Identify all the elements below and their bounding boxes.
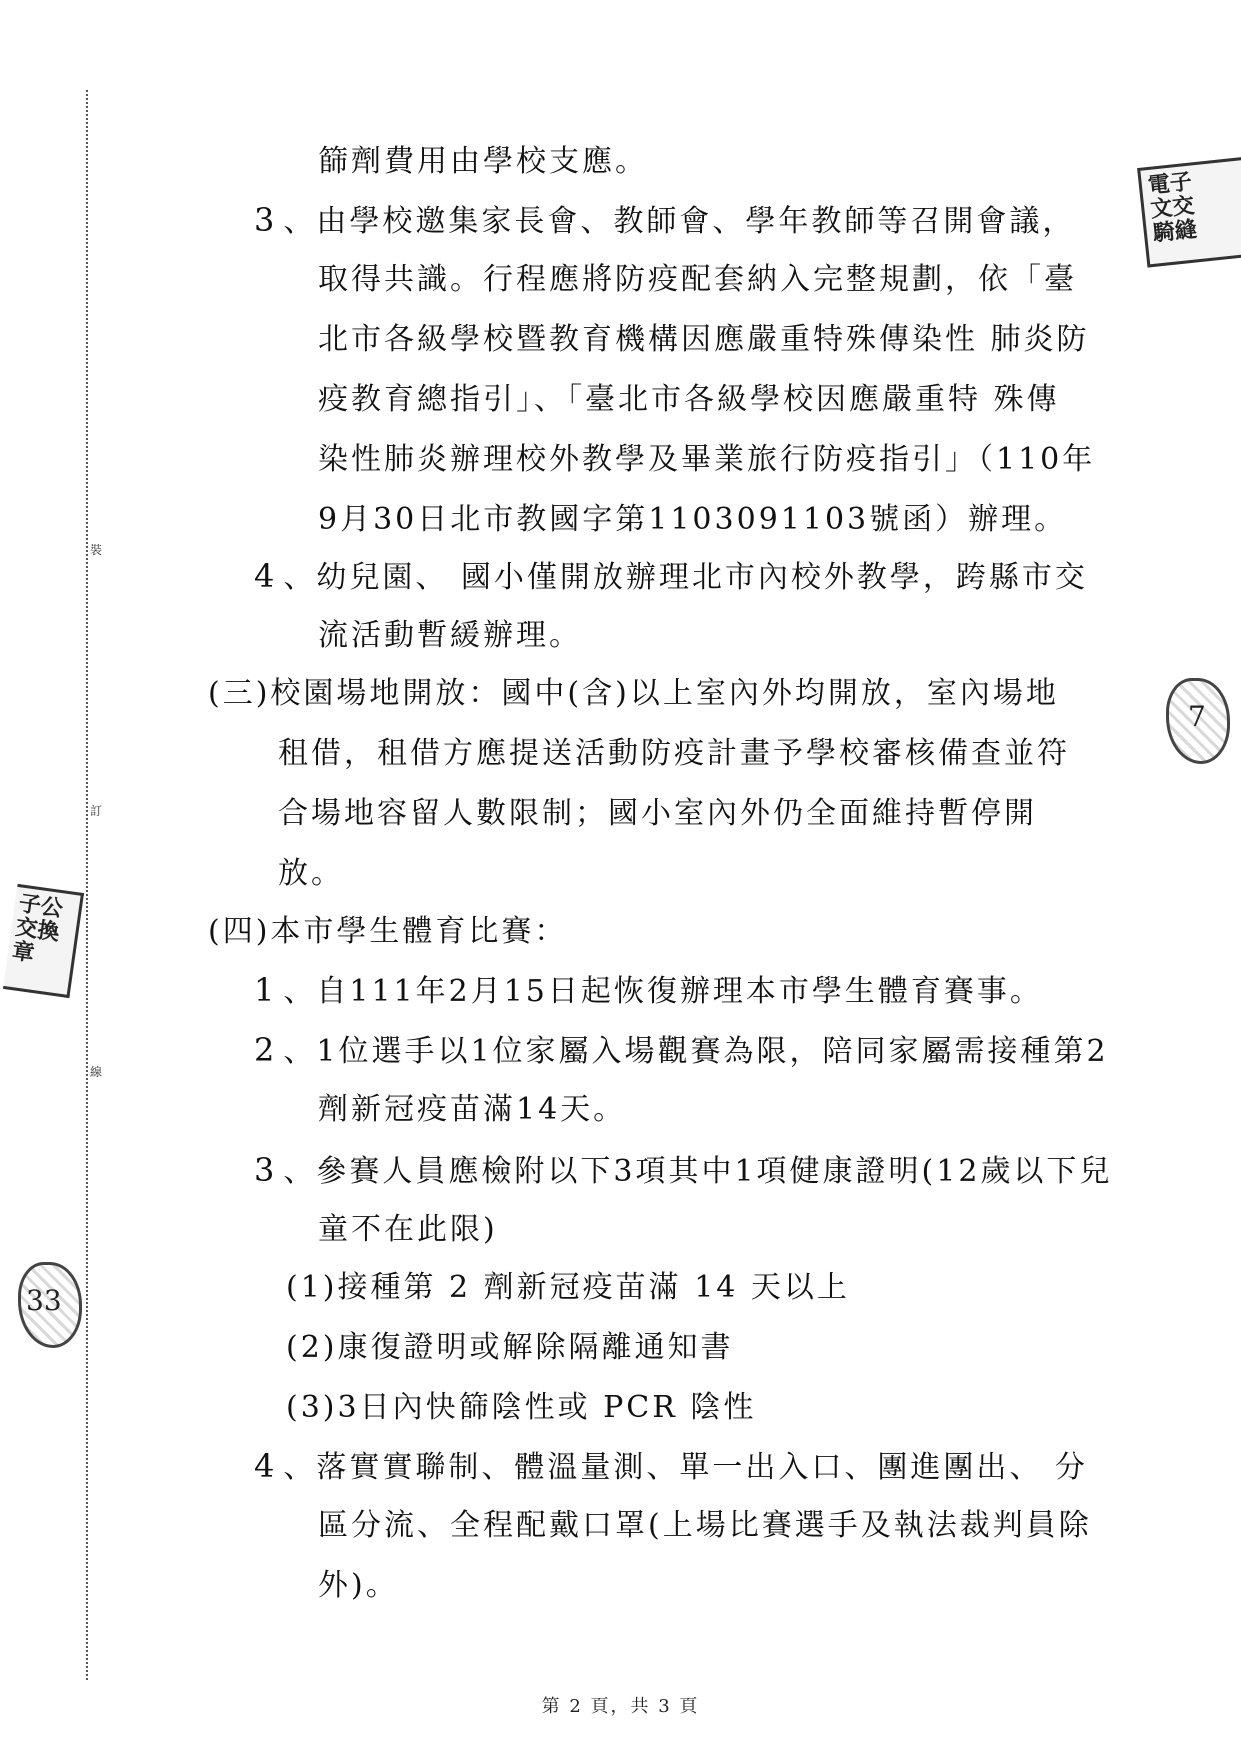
line-text: 放。 xyxy=(278,856,344,891)
line-text: 、參賽人員應檢附以下3項其中1項健康證明(12歲以下兒 xyxy=(283,1154,1113,1189)
text-line xyxy=(278,794,1037,834)
line-text: (四)本市學生體育比賽： xyxy=(208,914,568,949)
line-text: (1)接種第 2 劑新冠疫苗滿 14 天以上 xyxy=(286,1270,850,1305)
list-item xyxy=(254,200,1075,242)
line-text: 租借，租借方應提送活動防疫計畫予學校審核備查並符 xyxy=(278,736,1070,771)
line-text: 區分流、全程配戴口罩(上場比賽選手及執法裁判員除 xyxy=(318,1508,1092,1543)
line-text: (3)3日內快篩陰性或 PCR 陰性 xyxy=(286,1390,757,1425)
text-line xyxy=(318,440,1095,480)
text-line xyxy=(318,1506,1092,1546)
item-number: 4 xyxy=(254,1447,278,1485)
sub-item xyxy=(286,1268,850,1308)
text-line xyxy=(318,1090,626,1130)
line-text: 染性肺炎辦理校外教學及畢業旅行防疫指引」（110年 xyxy=(318,442,1096,477)
line-text: 、由學校邀集家長會、教師會、學年教師等召開會議， xyxy=(283,204,1076,239)
line-text: 取得共識。行程應將防疫配套納入完整規劃，依「臺 xyxy=(318,262,1077,297)
exchange-stamp-top-right xyxy=(1137,156,1241,267)
text-line xyxy=(318,1566,399,1606)
binding-line xyxy=(86,90,88,1680)
text-line xyxy=(318,260,1077,300)
line-text: 合場地容留人數限制；國小室內外仍全面維持暫停開 xyxy=(278,796,1037,831)
item-number: 4 xyxy=(254,557,278,595)
text-line xyxy=(278,854,344,894)
line-text: (三)校園場地開放：國中(含)以上室內外均開放，室內場地 xyxy=(208,676,1059,711)
line-text: 劑新冠疫苗滿14天。 xyxy=(318,1092,627,1127)
line-text: 、自111年2月15日起恢復辦理本市學生體育賽事。 xyxy=(283,974,1043,1009)
line-text: 童不在此限) xyxy=(318,1212,498,1247)
text-line xyxy=(318,616,582,656)
text-line xyxy=(318,500,1067,540)
line-text: 9月30日北市教國字第1103091103號函）辦理。 xyxy=(318,502,1068,537)
line-text: 、落實實聯制、體溫量測、單一出入口、團進團出、 分 xyxy=(283,1450,1088,1485)
list-item xyxy=(254,970,1043,1012)
seal-left-number: 33 xyxy=(26,1284,62,1317)
text-line xyxy=(318,380,1060,420)
sub-item xyxy=(286,1328,734,1368)
stamp-line: 章 xyxy=(10,937,36,967)
item-number: 3 xyxy=(254,1151,278,1189)
line-text: 篩劑費用由學校支應。 xyxy=(318,144,648,179)
line-text: 、幼兒園、 國小僅開放辦理北市內校外教學，跨縣市交 xyxy=(283,560,1088,595)
exchange-stamp-left xyxy=(3,884,84,998)
text-line xyxy=(318,1210,498,1250)
text-line xyxy=(318,142,648,182)
binding-mark-ding: 訂 xyxy=(90,804,103,818)
seal-right-number: 7 xyxy=(1188,700,1206,733)
list-item xyxy=(254,1446,1088,1488)
sub-item xyxy=(286,1388,756,1428)
stamp-line: 文交 xyxy=(1149,192,1196,223)
binding-mark-zhuang: 裝 xyxy=(90,543,103,557)
binding-mark-xian: 線 xyxy=(90,1065,103,1079)
item-number: 3 xyxy=(254,201,278,239)
stamp-line: 子公 xyxy=(17,890,65,923)
section-heading xyxy=(208,912,567,952)
line-text: 北市各級學校暨教育機構因應嚴重特殊傳染性 肺炎防 xyxy=(318,322,1090,357)
list-item xyxy=(254,1030,1109,1072)
list-item xyxy=(254,1150,1112,1192)
line-text: (2)康復證明或解除隔離通知書 xyxy=(286,1330,734,1365)
stamp-line: 交換 xyxy=(13,914,62,946)
line-text: 疫教育總指引」、「臺北市各級學校因應嚴重特 殊傳 xyxy=(318,382,1060,417)
list-item xyxy=(254,556,1088,598)
stamp-line: 騎縫 xyxy=(1151,216,1199,247)
stamp-line: 電子 xyxy=(1146,168,1194,200)
line-text: 流活動暫緩辦理。 xyxy=(318,618,582,653)
line-text: 、1位選手以1位家屬入場觀賽為限，陪同家屬需接種第2 xyxy=(283,1034,1109,1069)
section-heading xyxy=(208,674,1059,714)
item-number: 1 xyxy=(254,971,278,1009)
page-footer: 第 2 頁，共 3 頁 xyxy=(541,1696,700,1717)
line-text: 外)。 xyxy=(318,1568,399,1603)
text-line xyxy=(278,734,1070,774)
text-line xyxy=(318,320,1090,360)
item-number: 2 xyxy=(254,1031,278,1069)
